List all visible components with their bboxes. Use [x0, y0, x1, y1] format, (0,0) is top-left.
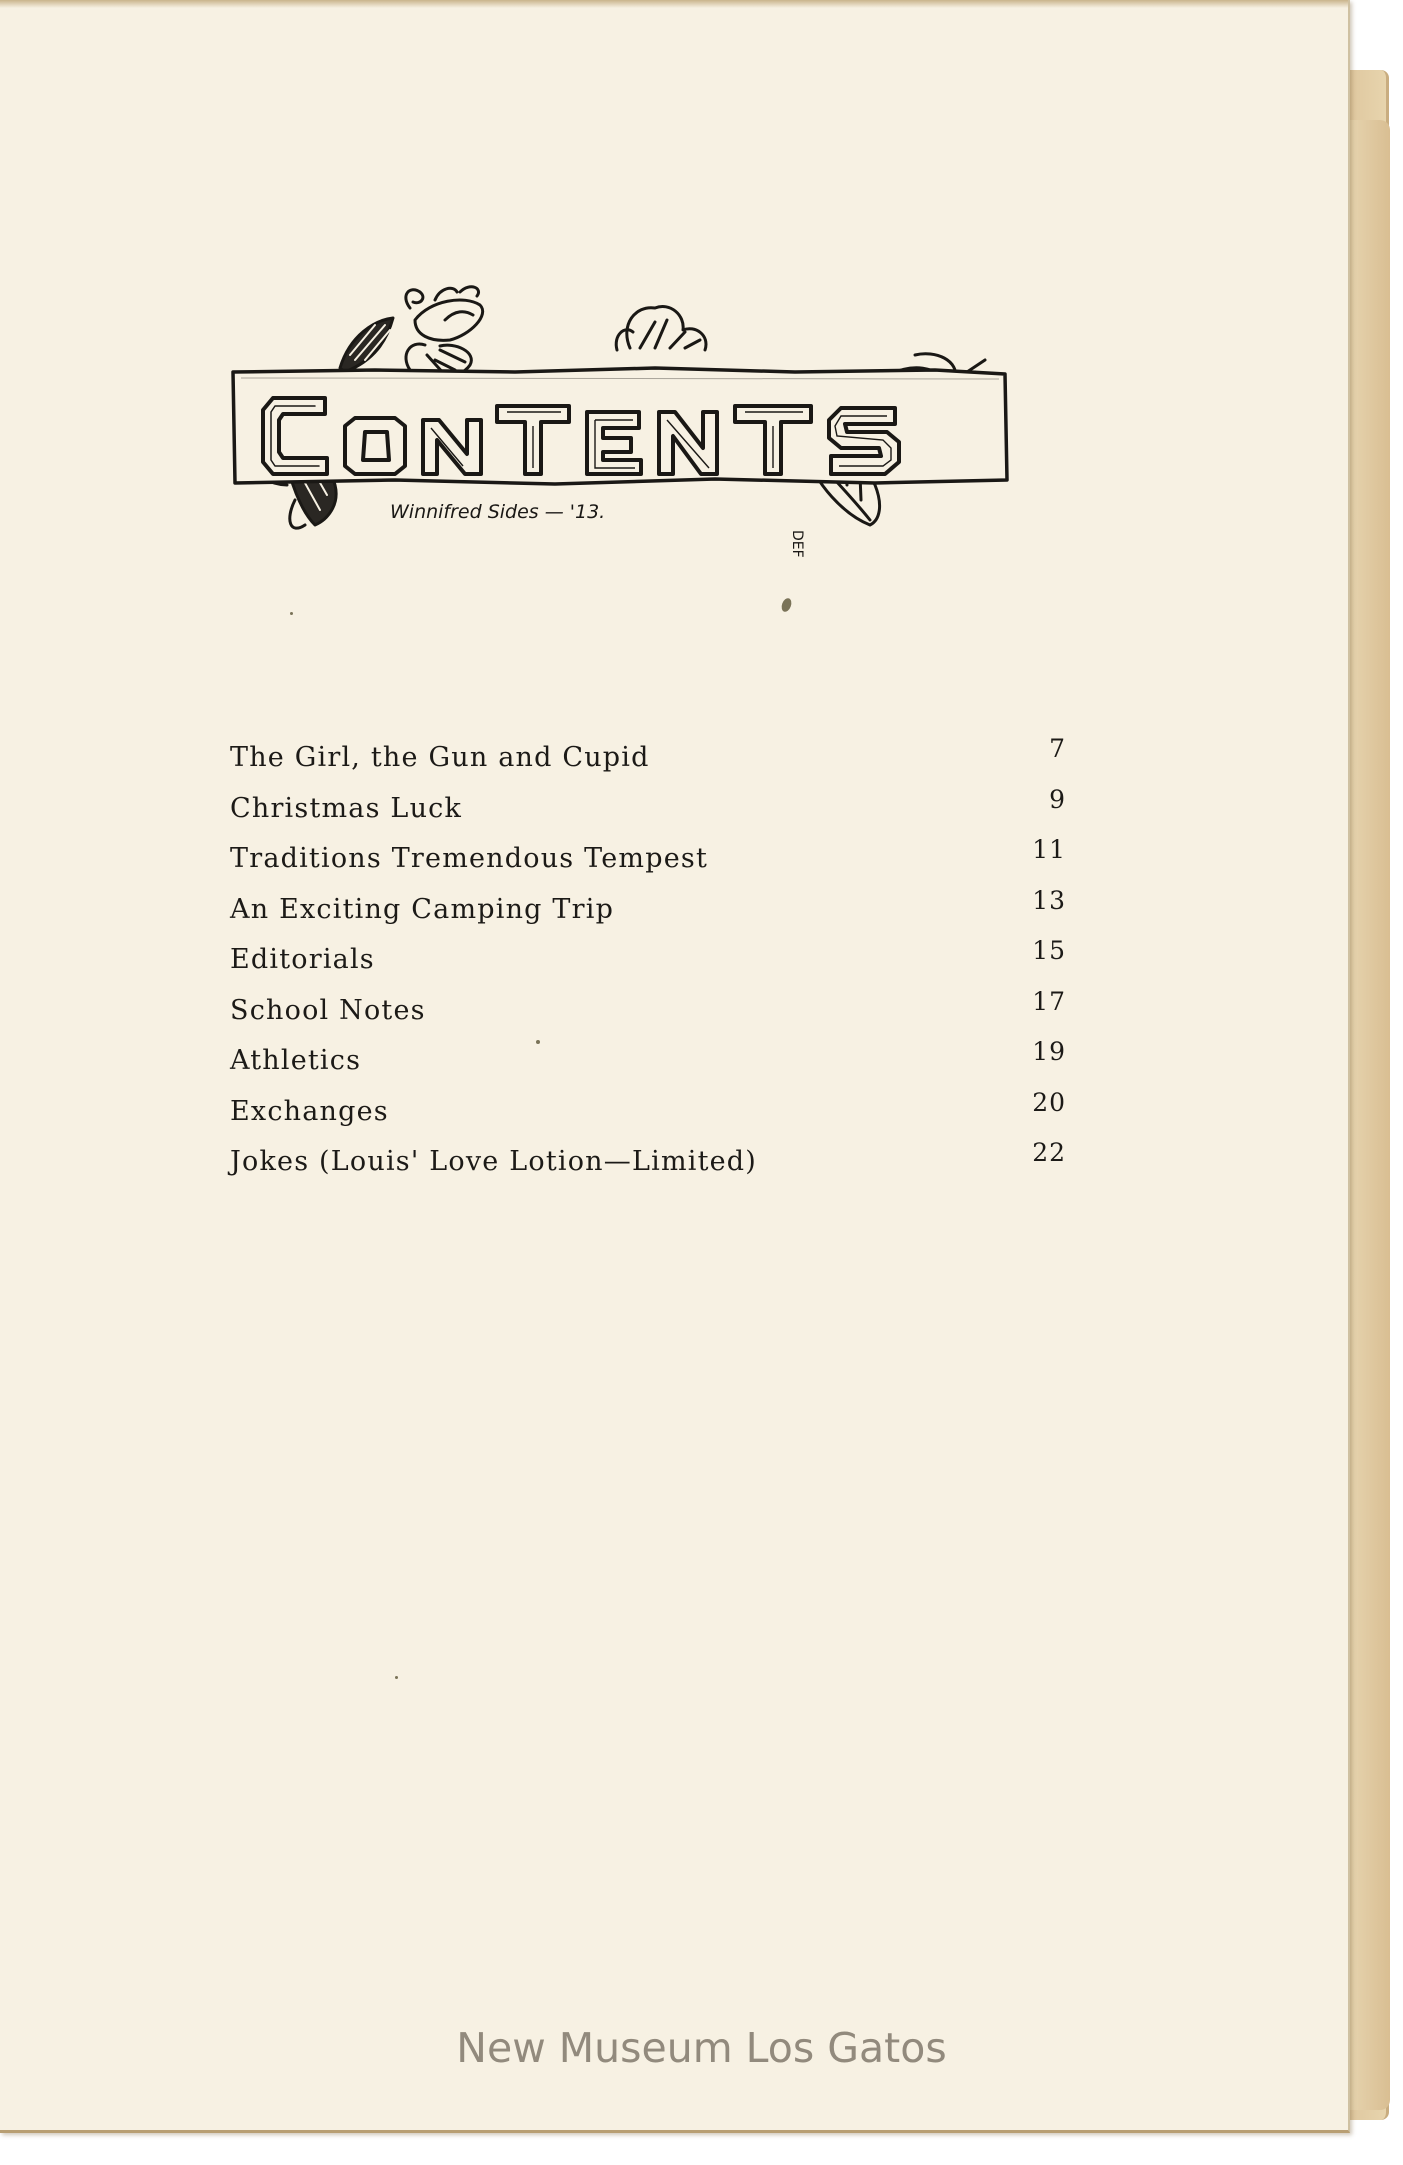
table-of-contents	[230, 734, 1080, 1197]
toc-entry-page-number: 19	[1032, 1037, 1066, 1066]
museum-watermark: New Museum Los Gatos	[456, 2024, 947, 2072]
artist-monogram: DEF	[789, 530, 805, 558]
toc-entry-title: Christmas Luck	[230, 792, 463, 824]
toc-entry-page-number: 9	[1049, 784, 1066, 814]
toc-entry[interactable]	[230, 784, 1080, 844]
toc-entry-page-number: 7	[1049, 734, 1066, 763]
contents-heading-illustration	[215, 280, 1075, 610]
toc-entry-page-number: 13	[1032, 885, 1066, 915]
toc-entry-title: The Girl, the Gun and Cupid	[230, 742, 650, 773]
toc-entry-title: School Notes	[230, 994, 426, 1026]
toc-entry-title: An Exciting Camping Trip	[230, 893, 615, 925]
toc-entry-title: Traditions Tremendous Tempest	[230, 843, 708, 874]
toc-entry[interactable]	[230, 835, 1080, 894]
toc-entry-title: Editorials	[230, 944, 375, 975]
toc-entry[interactable]	[230, 986, 1080, 1046]
toc-entry[interactable]	[230, 1037, 1080, 1096]
toc-entry[interactable]	[230, 936, 1080, 995]
paper-speck	[536, 1040, 540, 1044]
toc-entry-title: Exchanges	[230, 1095, 389, 1127]
toc-entry[interactable]	[230, 885, 1080, 945]
paper-speck	[395, 1676, 398, 1679]
paper-speck	[290, 612, 293, 615]
toc-entry-page-number: 20	[1032, 1087, 1066, 1117]
toc-entry-title: Athletics	[230, 1045, 362, 1076]
toc-entry-page-number: 22	[1032, 1138, 1066, 1167]
toc-entry-title: Jokes (Louis' Love Lotion—Limited)	[230, 1146, 758, 1177]
toc-entry-page-number: 11	[1032, 835, 1066, 864]
toc-entry[interactable]	[230, 1087, 1080, 1147]
toc-entry-page-number: 15	[1032, 936, 1066, 965]
toc-entry[interactable]	[230, 734, 1080, 793]
toc-entry[interactable]	[230, 1138, 1080, 1197]
toc-entry-page-number: 17	[1032, 986, 1066, 1016]
artist-signature: Winnifred Sides — '13.	[390, 501, 606, 523]
page-top-edge	[0, 0, 1348, 8]
